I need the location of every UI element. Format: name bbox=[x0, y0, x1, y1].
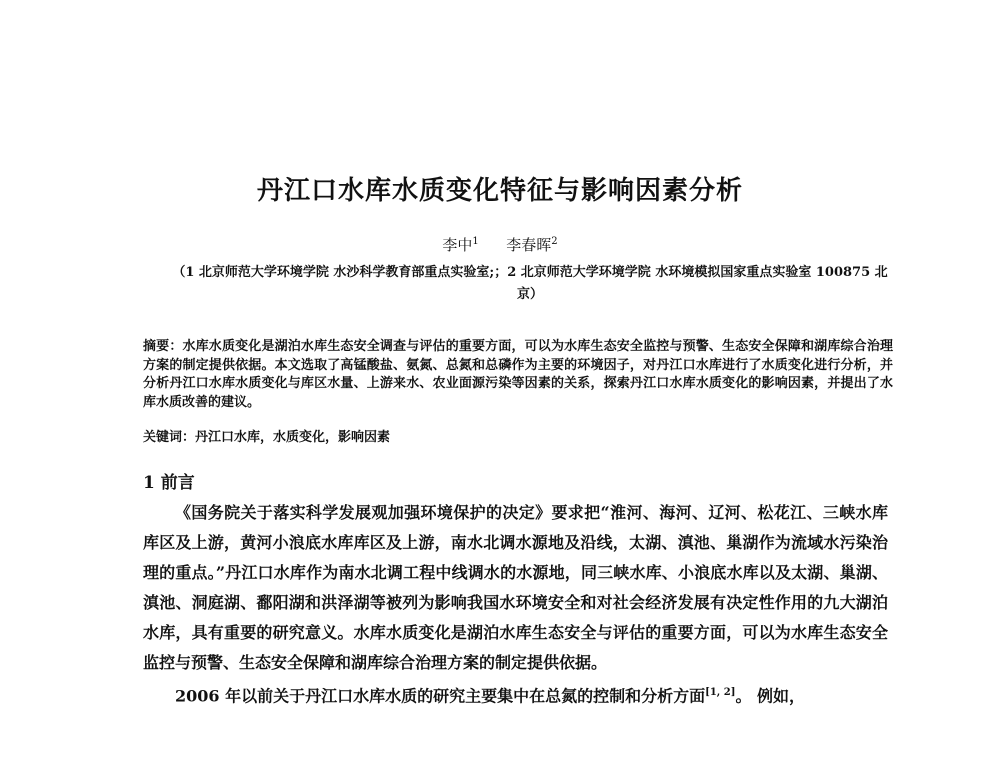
abstract bbox=[143, 338, 893, 412]
paragraph: 《国务院关于落实科学发展观加强环境保护的决定》要求把“淮河、海河、辽河、松花江、三峡水库库区及上游，黄河小浪底水库库区及上游，南水北调水源地及沿线，太湖、滇池、巢湖作为流域水污染治理的重点。”丹江口水库作为南水北调工程中线调水的水源地，同三峡水库、小浪底水库以及太湖、巢湖、滇池、洞庭湖、鄱阳湖和洪泽湖等被列为影响我国水环境安全和对社会经济发展有决定性作用的九大湖泊水库，具有重要的研究意义。水库水质变化是湖泊水库生态安全与评估的重要方面，可以为水库生态安全监控与预警、生态安全保障和湖库综合治理方案的制定提供依据。 bbox=[143, 503, 888, 672]
author-line bbox=[0, 234, 1000, 255]
paper-title: 丹江口水库水质变化特征与影响因素分析 bbox=[256, 176, 743, 206]
keywords-label: 关键词： bbox=[143, 430, 196, 445]
author-name: 李春晖 bbox=[506, 236, 552, 254]
citation: [1, 2] bbox=[705, 687, 736, 698]
section-heading: 1 前言 bbox=[143, 473, 195, 493]
paragraph-text: 。 例如， bbox=[735, 686, 806, 706]
keywords bbox=[143, 426, 390, 445]
author-affiliation-mark: 2 bbox=[551, 236, 558, 247]
abstract-label: 摘要： bbox=[143, 339, 183, 354]
abstract-text: 水库水质变化是湖泊水库生态安全调查与评估的重要方面，可以为水库生态安全监控与预警、生态安全保障和湖库综合治理方案的制定提供依据。本文选取了高锰酸盐、氨氮、总氮和总磷作为主要的环境因子，对丹江口水库进行了水质变化进行分析，并分析丹江口水库水质变化与库区水量、上游来水、农业面源污染等因素的关系，探索丹江口水库水质变化的影响因素，并提出了水库水质改善的建议。 bbox=[143, 339, 893, 410]
paragraph bbox=[143, 678, 888, 711]
keywords-text: 丹江口水库，水质变化，影响因素 bbox=[195, 430, 391, 445]
paragraph-text: 2006 年以前关于丹江口水库水质的研究主要集中在总氮的控制和分析方面 bbox=[175, 686, 706, 706]
affiliations: （1 北京师范大学环境学院 水沙科学教育部重点实验室;；2 北京师范大学环境学院 水环境模拟国家重点实验室 100875 北京） bbox=[172, 265, 888, 302]
body-text bbox=[143, 498, 888, 711]
author-affiliation-mark: 1 bbox=[472, 236, 479, 247]
author-name: 李中 bbox=[442, 236, 473, 254]
